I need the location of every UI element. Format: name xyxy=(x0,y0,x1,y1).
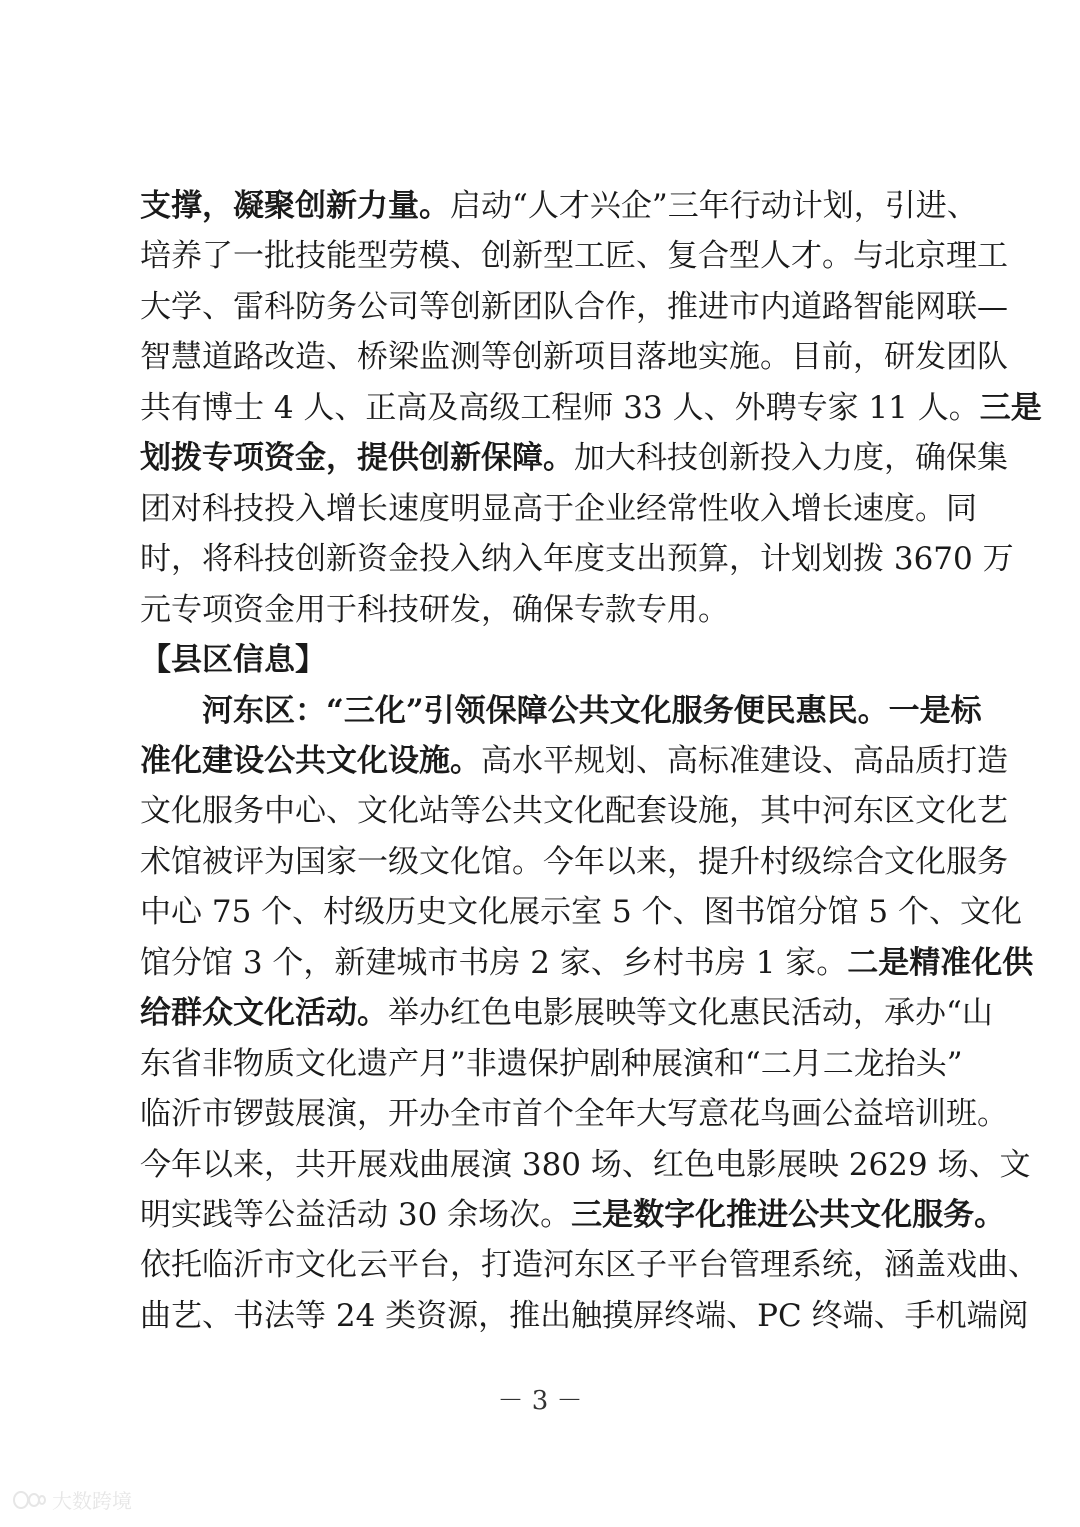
text-line xyxy=(140,331,1008,383)
text-segment: 启动“人才兴企”三年行动计划，引进、 xyxy=(450,188,978,224)
text-line xyxy=(140,1038,963,1090)
text-line xyxy=(140,1239,1039,1291)
text-segment: 中心 75 个、村级历史文化展示室 5 个、图书馆分馆 5 个、文化 xyxy=(140,894,1023,931)
text-segment: 培养了一批技能型劳模、创新型工匠、复合型人才。与北京理工 xyxy=(140,238,1008,275)
bold-text-segment: 给群众文化活动。 xyxy=(140,995,388,1032)
text-line xyxy=(140,785,1008,837)
text-segment: 元专项资金用于科技研发，确保专款专用。 xyxy=(140,591,729,628)
text-line xyxy=(140,836,1008,888)
text-segment: 临沂市锣鼓展演，开办全市首个全年大写意花鸟画公益培训班。 xyxy=(140,1096,1008,1133)
text-line xyxy=(140,1189,1006,1241)
bold-text-segment: 三是 xyxy=(979,389,1042,426)
watermark-text: 大数跨境 xyxy=(52,1489,132,1513)
text-line xyxy=(140,1088,1008,1140)
eye-logo-icon xyxy=(12,1489,46,1511)
text-segment: 今年以来，共开展戏曲展演 380 场、红色电影展映 2629 场、文 xyxy=(140,1146,1031,1183)
bold-text-segment: 三是数字化推进公共文化服务。 xyxy=(571,1197,1006,1233)
text-line xyxy=(140,382,1042,434)
bold-text-segment: 划拨专项资金，提供创新保障。 xyxy=(140,440,574,477)
text-segment: 共有博士 4 人、正高及高级工程师 33 人、外聘专家 11 人。 xyxy=(140,389,980,426)
text-line xyxy=(140,281,1008,333)
watermark xyxy=(12,1485,132,1514)
page-number: － 3 － xyxy=(497,1386,583,1416)
section-heading xyxy=(140,634,940,686)
text-segment: 大学、雷科防务公司等创新团队合作，推进市内道路智能网联— xyxy=(140,288,1008,325)
bold-text-segment: 准化建设公共文化设施。 xyxy=(140,742,481,779)
text-line xyxy=(140,230,1008,282)
text-line xyxy=(202,685,982,737)
text-line xyxy=(140,533,1014,585)
text-segment: 举办红色电影展映等文化惠民活动，承办“山 xyxy=(388,995,993,1032)
text-segment: 团对科技投入增长速度明显高于企业经常性收入增长速度。同 xyxy=(140,490,977,527)
text-segment: 馆分馆 3 个，新建城市书房 2 家、乡村书房 1 家。 xyxy=(140,944,848,981)
text-segment: 明实践等公益活动 30 余场次。 xyxy=(140,1197,572,1233)
text-segment: 加大科技创新投入力度，确保集 xyxy=(574,440,1008,477)
text-segment: 曲艺、书法等 24 类资源，推出触摸屏终端、PC 终端、手机端阅 xyxy=(140,1297,1029,1334)
text-segment: 高水平规划、高标准建设、高品质打造 xyxy=(481,742,1008,779)
bold-text-segment: 二是精准化供 xyxy=(847,944,1034,981)
text-segment: 依托临沂市文化云平台，打造河东区子平台管理系统，涵盖戏曲、 xyxy=(140,1247,1039,1284)
text-line xyxy=(140,584,940,636)
bold-text-segment: 河东区：“三化”引领保障公共文化服务便民惠民。一是标 xyxy=(202,692,982,729)
text-segment: 文化服务中心、文化站等公共文化配套设施，其中河东区文化艺 xyxy=(140,793,1008,830)
text-line xyxy=(140,735,1008,787)
text-line xyxy=(140,180,978,232)
text-line xyxy=(140,1290,1029,1342)
text-line xyxy=(140,1139,1031,1191)
text-segment: 智慧道路改造、桥梁监测等创新项目落地实施。目前，研发团队 xyxy=(140,339,1008,376)
text-segment: 时，将科技创新资金投入纳入年度支出预算，计划划拨 3670 万 xyxy=(140,541,1014,578)
text-segment: 术馆被评为国家一级文化馆。今年以来，提升村级综合文化服务 xyxy=(140,843,1008,880)
text-line xyxy=(140,987,993,1039)
text-line xyxy=(140,937,1034,989)
text-line xyxy=(140,886,1023,938)
text-line xyxy=(140,483,977,535)
text-line xyxy=(140,432,1008,484)
bold-text-segment: 【县区信息】 xyxy=(140,642,326,679)
text-segment: 东省非物质文化遗产月”非遗保护剧种展演和“二月二龙抬头” xyxy=(140,1045,963,1082)
bold-text-segment: 支撑，凝聚创新力量。 xyxy=(140,188,450,224)
